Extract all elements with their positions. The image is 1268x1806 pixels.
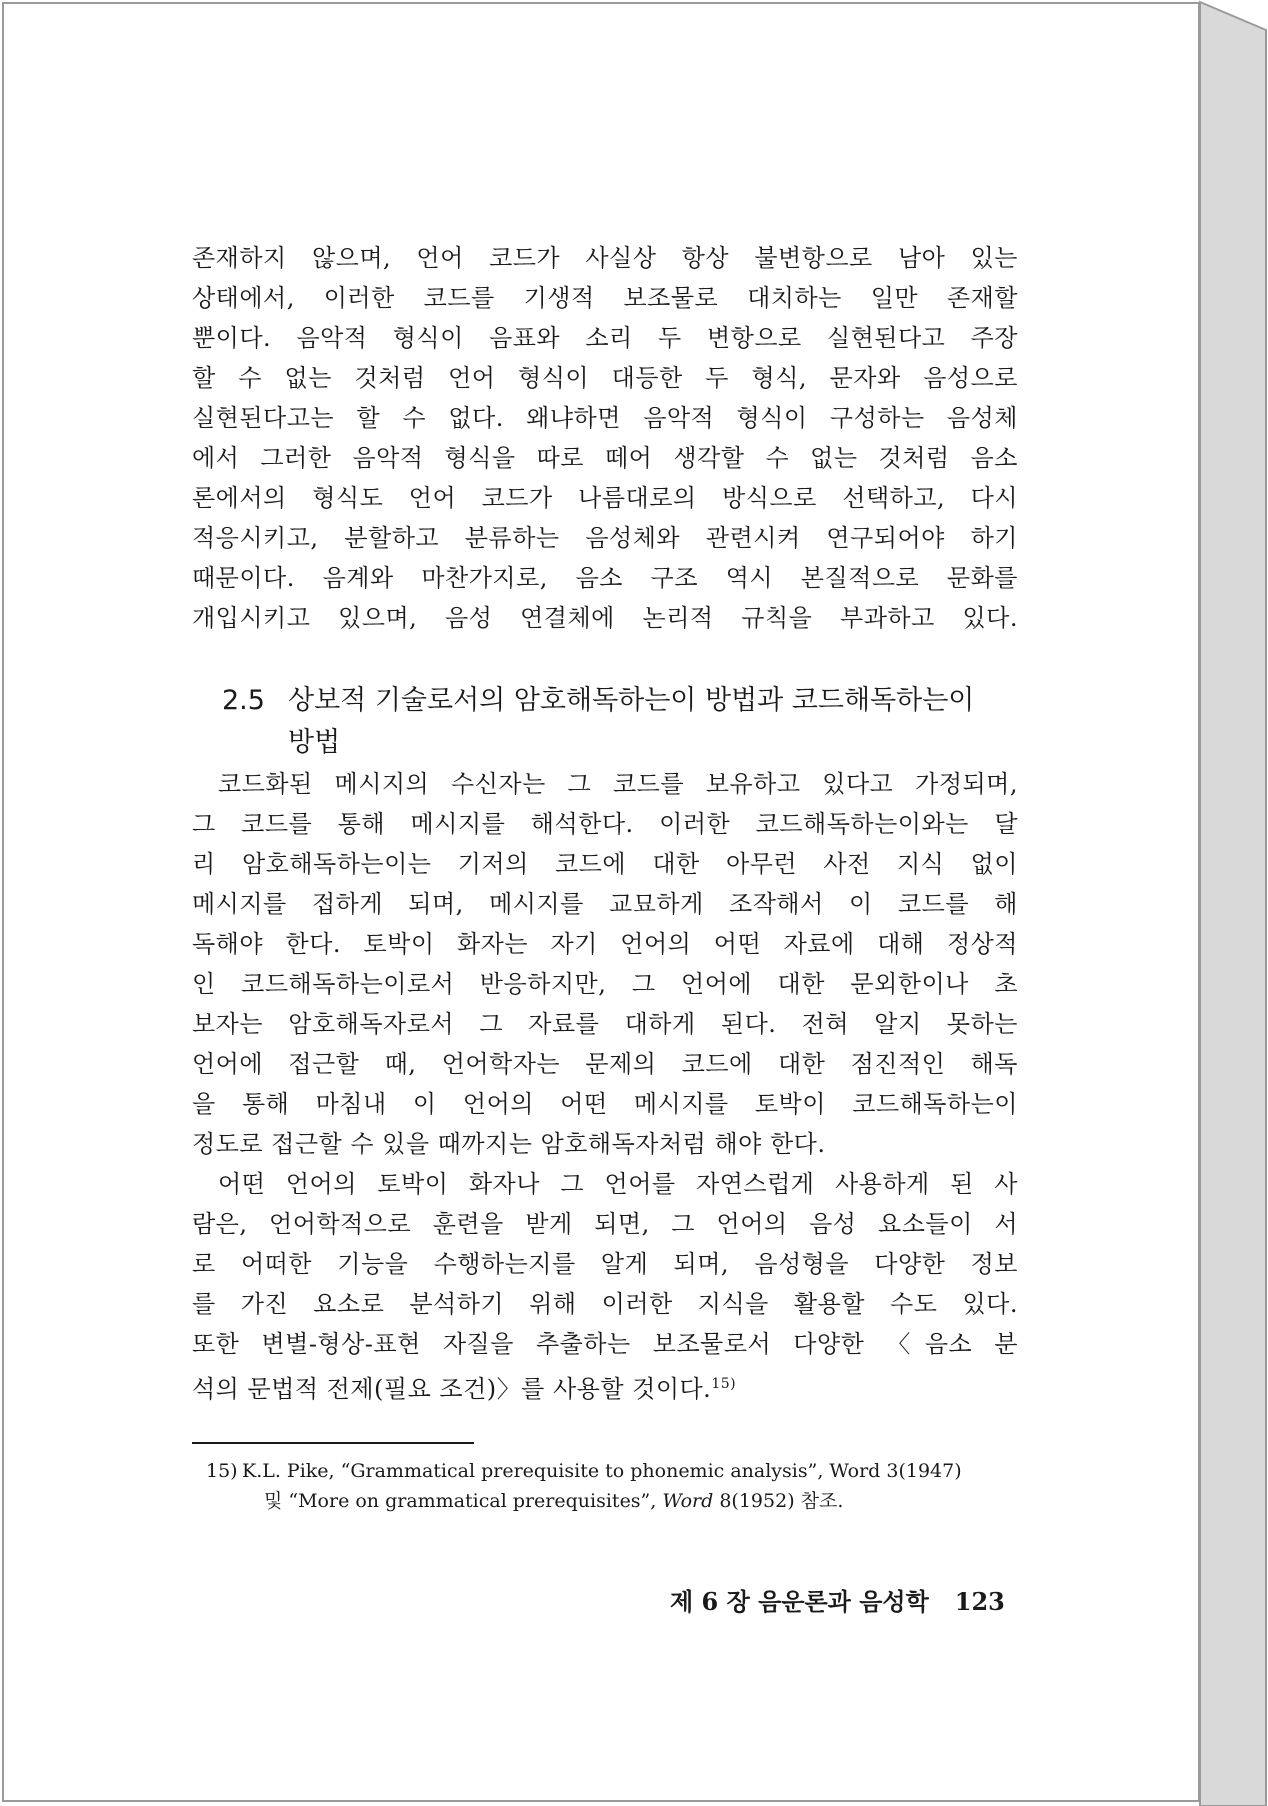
footnote-text: 및 “More on grammatical prerequisites”, [264, 1490, 663, 1512]
footnote-line1 [192, 1456, 1018, 1486]
spacer [192, 638, 1018, 680]
footnote [192, 1456, 1018, 1516]
text-line: 실현된다고는 할 수 없다. 왜냐하면 음악적 형식이 구성하는 음성체 [192, 404, 1018, 432]
chapter-title: 제 6 장 음운론과 음성학 [670, 1587, 929, 1616]
text-line-content: 석의 문법적 전제(필요 조건)〉를 사용할 것이다. [192, 1375, 712, 1403]
text-line: 때문이다. 음계와 마찬가지로, 음소 구조 역시 본질적으로 문화를 [192, 564, 1018, 592]
paragraph-top [192, 238, 1018, 638]
paragraph-1 [192, 764, 1018, 1164]
text-line: 언어에 접근할 때, 언어학자는 문제의 코드에 대한 점진적인 해독 [192, 1050, 1018, 1078]
text-line: 독해야 한다. 토박이 화자는 자기 언어의 어떤 자료에 대해 정상적 [192, 930, 1018, 958]
text-line: 개입시키고 있으며, 음성 연결체에 논리적 규칙을 부과하고 있다. [192, 604, 1018, 632]
page-content [192, 238, 1018, 1516]
section-heading-line1 [192, 680, 1018, 722]
text-line: 코드화된 메시지의 수신자는 그 코드를 보유하고 있다고 가정되며, [218, 770, 1018, 798]
text-line: 로 어떠한 기능을 수행하는지를 알게 되며, 음성형을 다양한 정보 [192, 1250, 1018, 1278]
footnote-reference: 15) [711, 1376, 737, 1392]
text-line: 보자는 암호해독자로서 그 자료를 대하게 된다. 전혀 알지 못하는 [192, 1010, 1018, 1038]
text-line: 를 가진 요소로 분석하기 위해 이러한 지식을 활용할 수도 있다. [192, 1290, 1018, 1318]
text-line: 상태에서, 이러한 코드를 기생적 보조물로 대치하는 일만 존재할 [192, 284, 1018, 312]
text-line: 할 수 없는 것처럼 언어 형식이 대등한 두 형식, 문자와 음성으로 [192, 364, 1018, 392]
text-line: 을 통해 마침내 이 언어의 어떤 메시지를 토박이 코드해독하는이 [192, 1090, 1018, 1118]
footnote-text: 8(1952) 참조. [713, 1490, 844, 1512]
text-line: 메시지를 접하게 되며, 메시지를 교묘하게 조작해서 이 코드를 해 [192, 890, 1018, 918]
footnote-journal: Word [662, 1490, 714, 1512]
section-number: 2.5 [222, 685, 265, 716]
text-line: 뿐이다. 음악적 형식이 음표와 소리 두 변항으로 실현된다고 주장 [192, 324, 1018, 352]
text-line: 존재하지 않으며, 언어 코드가 사실상 항상 불변항으로 남아 있는 [192, 244, 1018, 272]
text-line: 또한 변별-형상-표현 자질을 추출하는 보조물로서 다양한 〈음소 분 [192, 1330, 1018, 1358]
text-line-last [192, 1364, 1018, 1404]
text-line: 인 코드해독하는이로서 반응하지만, 그 언어에 대한 문외한이나 초 [192, 970, 1018, 998]
section-title-cont: 방법 [288, 727, 341, 758]
text-line: 그 코드를 통해 메시지를 해석한다. 이러한 코드해독하는이와는 달 [192, 810, 1018, 838]
section-heading [192, 680, 1018, 764]
text-line: 론에서의 형식도 언어 코드가 나름대로의 방식으로 선택하고, 다시 [192, 484, 1018, 512]
page-footer [670, 1586, 1005, 1618]
section-title: 상보적 기술로서의 암호해독하는이 방법과 코드해독하는이 [288, 685, 975, 716]
page-number: 123 [954, 1587, 1005, 1616]
text-line: 람은, 언어학적으로 훈련을 받게 되면, 그 언어의 음성 요소들이 서 [192, 1210, 1018, 1238]
text-line: 적응시키고, 분할하고 분류하는 음성체와 관련시켜 연구되어야 하기 [192, 524, 1018, 552]
text-line: 에서 그러한 음악적 형식을 따로 떼어 생각할 수 없는 것처럼 음소 [192, 444, 1018, 472]
text-line: 어떤 언어의 토박이 화자나 그 언어를 자연스럽게 사용하게 된 사 [218, 1170, 1018, 1198]
footnote-line2 [192, 1486, 1018, 1516]
text-line: 리 암호해독하는이는 기저의 코드에 대한 아무런 사전 지식 없이 [192, 850, 1018, 878]
paragraph-2 [192, 1164, 1018, 1404]
footnote-divider [192, 1442, 474, 1444]
footnote-text: K.L. Pike, “Grammatical prerequisite to phonemic analysis”, Word 3(1947) [242, 1460, 962, 1482]
footnote-number: 15) [206, 1460, 238, 1482]
text-line: 정도로 접근할 수 있을 때까지는 암호해독자처럼 해야 한다. [192, 1130, 826, 1158]
